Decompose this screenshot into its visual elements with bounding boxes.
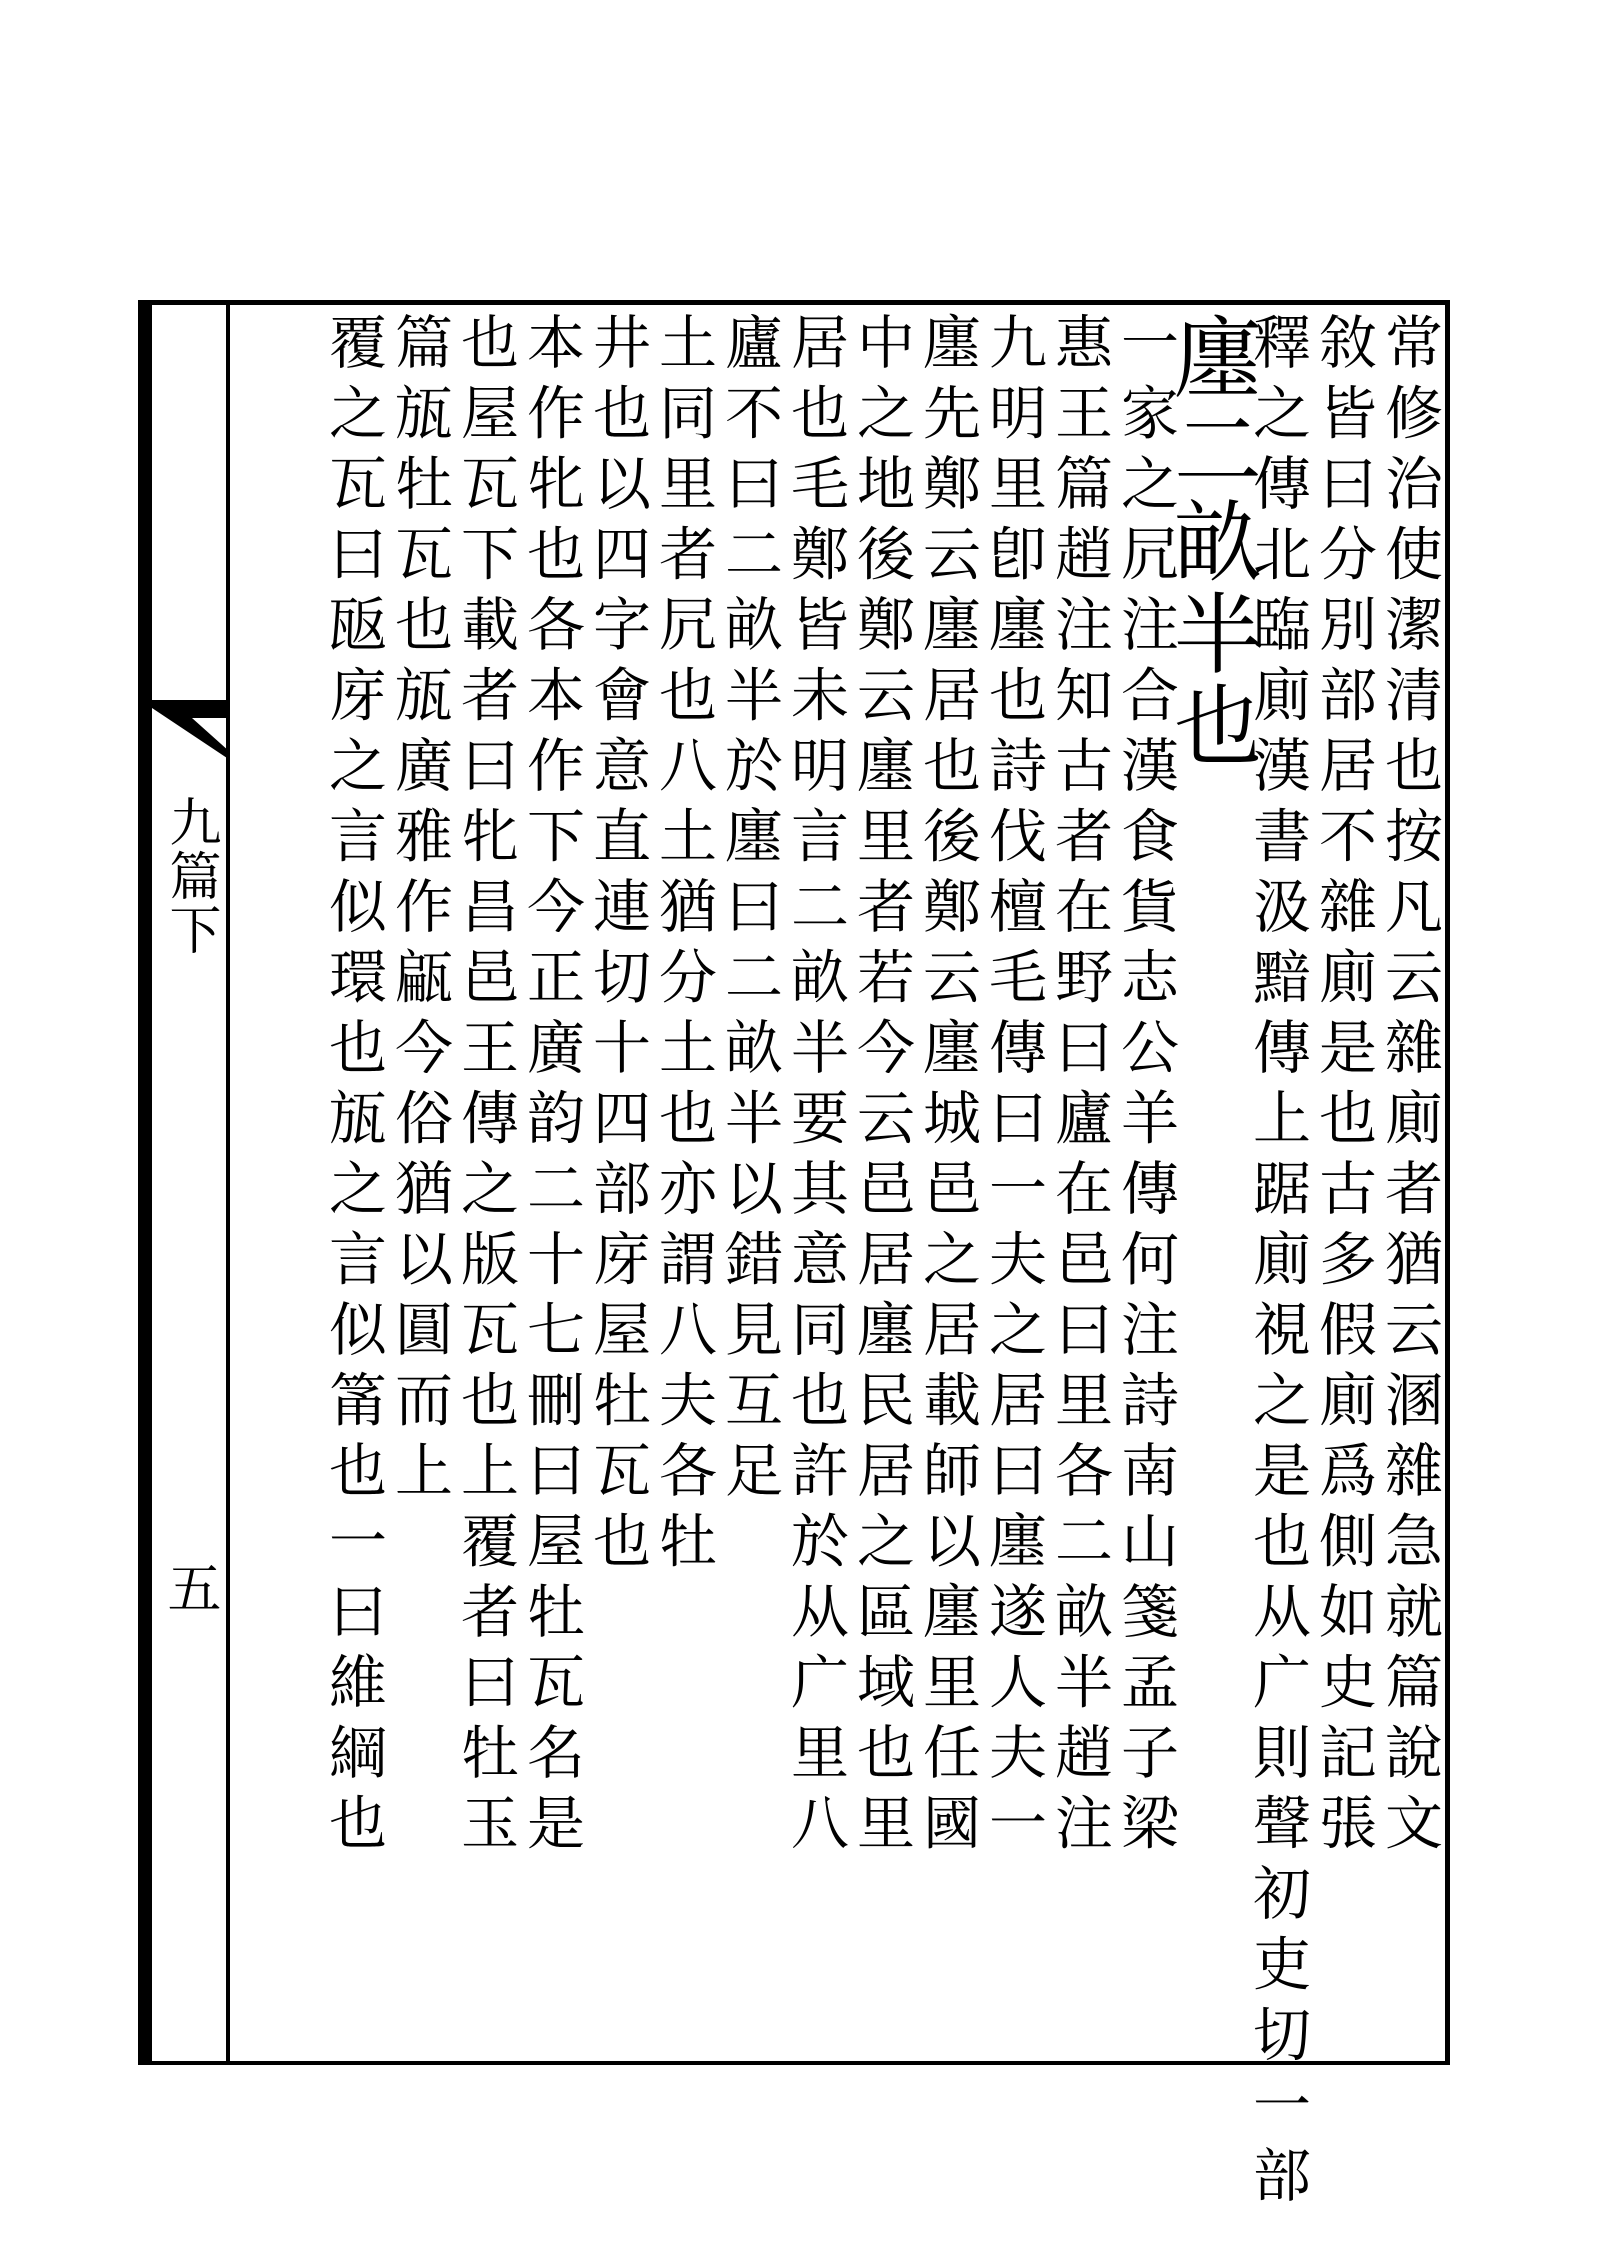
fishtail-mark-icon [152,700,230,760]
text-column-10: 居也毛鄭皆未明言二畝半要其意同也許於从广里八 [781,312,849,1863]
text-column-9: 中之地後鄭云廛里者若今云邑居廛民居之區域也里 [847,312,915,1863]
text-column-3: 釋之傳北臨廁漢書汲黯傳上踞廁視之是也从广則聲初吏切一部 [1243,312,1311,2216]
text-column-15: 也屋瓦下載者曰牝昌邑王傳之版瓦也上覆者曰牡玉 [451,312,519,1863]
text-column-16: 篇瓬牡瓦也瓬廣雅作甂今俗猶以圓而上 [385,312,453,1511]
text-column-4 [1160,312,1263,2057]
text-column-5: 一家之凥注合漢食貨志公羊傳何注詩南山箋孟子梁 [1111,312,1179,1863]
margin-page-number: 五 [159,1560,222,1614]
text-column-7: 九明里卽廛也詩伐檀毛傳曰一夫之居曰廛遂人夫一 [979,312,1047,1863]
text-column-17: 覆之瓦曰瓪庌之言似環也瓬之言似筩也一曰維綱也 [319,312,387,1863]
text-column-2: 敘皆曰分別部居不雜廁是也古多假廁爲側如史記張 [1309,312,1377,1863]
text-column-13: 井也以四字會意直連切十四部庌屋牡瓦也 [583,312,651,1581]
text-column-14: 本作牝也各本作下今正廣韵二十七刪曰屋牡瓦名是 [517,312,585,1863]
text-columns [240,312,1443,2216]
text-column-8: 廛先鄭云廛居也後鄭云廛城邑之居載師以廛里任國 [913,312,981,1863]
text-column-1: 常修治使潔清也按凡云雜廁者猶云溷雜急就篇說文 [1375,312,1443,1863]
text-column-12: 土同里者凥也八土猶分土也亦謂八夫各牡 [649,312,717,1581]
margin-chapter-title: 九篇下 [160,795,220,957]
margin-divider [226,300,230,2065]
headword-entry: 廛二畝半也 [1160,312,1263,772]
text-column-6: 惠王篇趙注知古者在野曰廬在邑曰里各二畝半趙注 [1045,312,1113,1863]
text-column-11: 廬不曰二畝半於廛曰二畝半以錯見互足 [715,312,783,1511]
